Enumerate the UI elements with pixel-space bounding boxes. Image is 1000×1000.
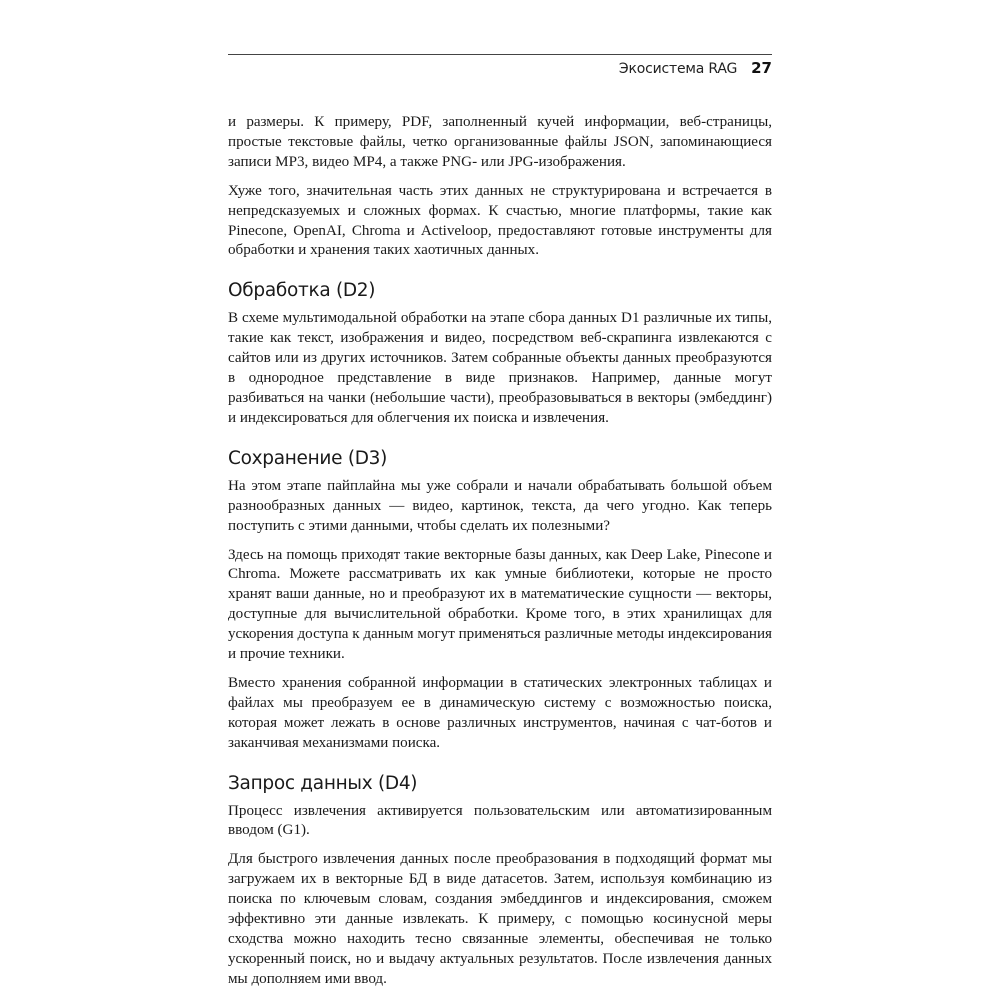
section-heading-d3: Сохранение (D3) bbox=[228, 447, 388, 469]
section-heading-d4: Запрос данных (D4) bbox=[228, 772, 418, 794]
paragraph: Для быстрого извлечения данных после преобразования в подходящий формат мы загружаем их в векторные БД в виде датасетов. Затем, используя комбинацию из поиска по ключевым словам, создания эмбеддингов и индексирования, сможем эффективно эти данные извлекать. К примеру, с помощью косинусной меры сходства можно находить тесно связанные элементы, обеспечивая не только ускоренный поиск, но и выдачу актуальных результатов. После извлечения данных мы дополняем ими ввод. bbox=[228, 851, 772, 987]
paragraph: Процесс извлечения активируется пользовательским или автоматизированным вводом (G1). bbox=[228, 802, 772, 839]
running-title: Экосистема RAG bbox=[618, 61, 738, 77]
paragraph: и размеры. К примеру, PDF, заполненный кучей информации, веб-страницы, простые текстовые файлы, четко организованные файлы JSON, запоминающиеся записи MP3, видео MP4, а также PNG- или JPG-изображения. bbox=[228, 114, 772, 170]
page-content bbox=[228, 113, 772, 999]
paragraph: Хуже того, значительная часть этих данных не структурирована и встречается в непредсказуемых и сложных формах. К счастью, многие платформы, такие как Pinecone, OpenAI, Chroma и Activeloop, предоставляют готовые инструменты для обработки и хранения таких хаотичных данных. bbox=[228, 182, 772, 259]
section-heading-d2: Обработка (D2) bbox=[228, 280, 376, 302]
paragraph: В схеме мультимодальной обработки на этапе сбора данных D1 различные их типы, такие как текст, изображения и видео, посредством веб-скрапинга извлекаются с сайтов или из других источников. Затем собранные объекты данных преобразуются в однородное представление в виде признаков. Например, данные могут разбиваться на чанки (небольшие части), преобразовываться в векторы (эмбеддинг) и индексироваться для облегчения их поиска и извлечения. bbox=[228, 310, 772, 426]
running-head bbox=[619, 59, 772, 77]
header-rule bbox=[228, 54, 772, 55]
paragraph: Вместо хранения собранной информации в статических электронных таблицах и файлах мы преобразуем ее в динамическую систему с возможностью поиска, которая может лежать в основе различных инструментов, начиная с чат-ботов и заканчивая механизмами поиска. bbox=[228, 674, 772, 751]
paragraph: На этом этапе пайплайна мы уже собрали и начали обрабатывать большой объем разнообразных данных — видео, картинок, текста, да чего угодно. Как теперь поступить с этими данными, чтобы сделать их полезными? bbox=[228, 477, 772, 534]
page-number: 27 bbox=[751, 59, 772, 77]
paragraph: Здесь на помощь приходят такие векторные базы данных, как Deep Lake, Pinecone и Chroma. Можете рассматривать их как умные библиотеки, которые не просто хранят ваши данные, но и преобразуют их в математические сущности — векторы, доступные для вычислительной обработки. Кроме того, в этих хранилищах для ускорения доступа к данным могут применяться различные методы индексирования и прочие техники. bbox=[228, 546, 772, 663]
